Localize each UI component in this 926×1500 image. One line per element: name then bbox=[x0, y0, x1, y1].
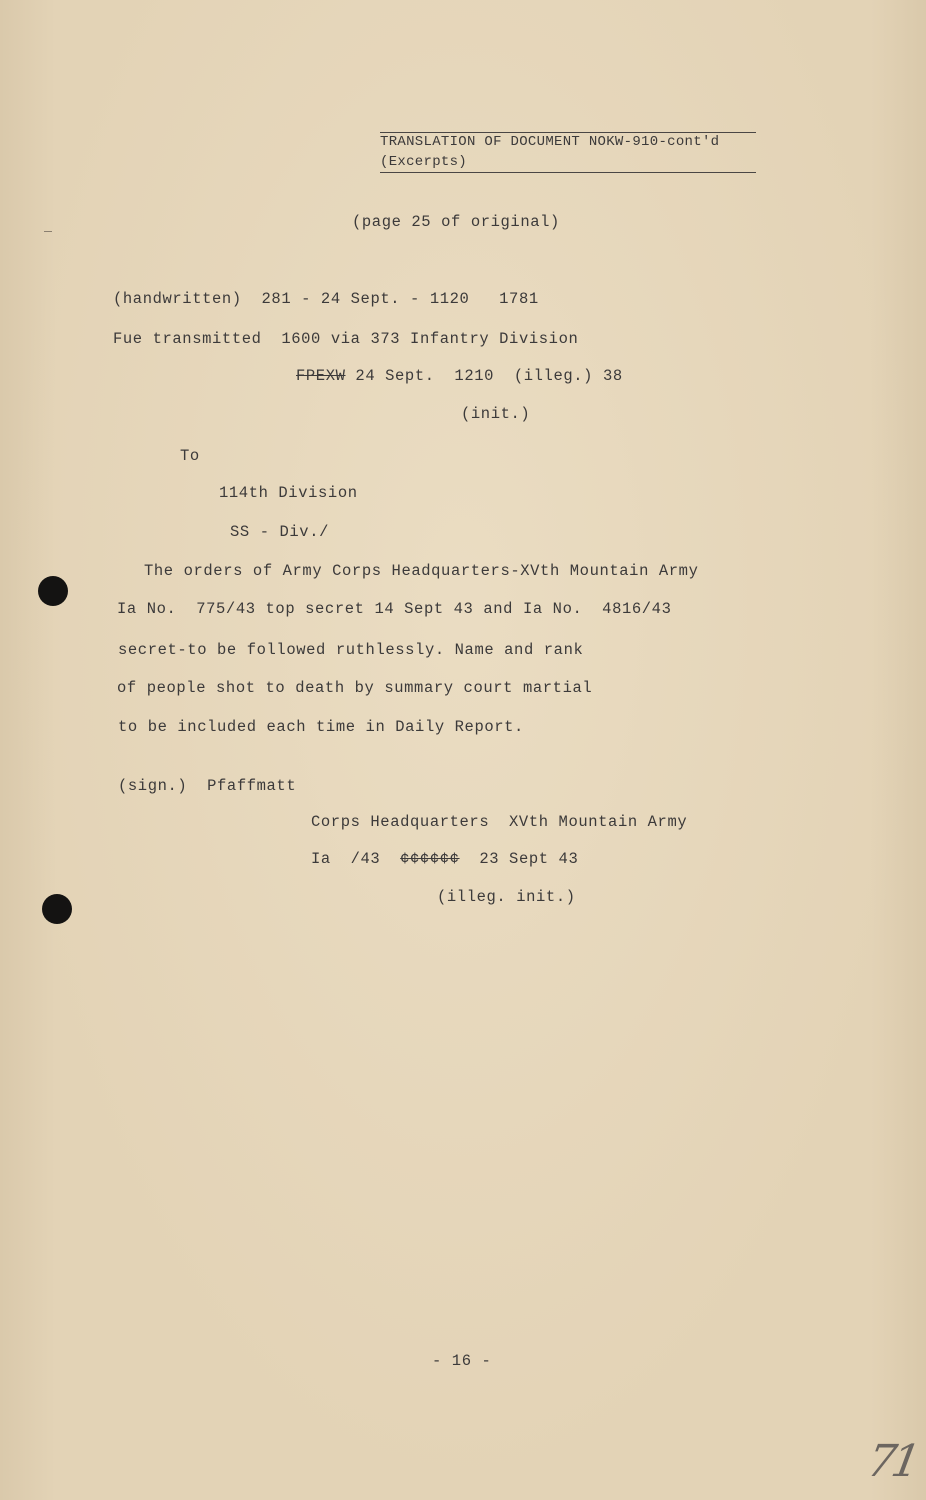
handwritten-routing-line: (handwritten) 281 - 24 Sept. - 1120 1781 bbox=[113, 290, 539, 308]
header-title: TRANSLATION OF DOCUMENT NOKW-910-cont'd bbox=[380, 134, 720, 150]
addressee-division: 114th Division bbox=[219, 484, 358, 502]
signature-organization: Corps Headquarters XVth Mountain Army bbox=[311, 813, 688, 831]
margin-mark bbox=[44, 231, 52, 232]
signature-reference bbox=[311, 850, 578, 868]
punch-hole bbox=[42, 894, 72, 924]
page-reference: (page 25 of original) bbox=[352, 213, 560, 231]
signature-ref-struck: ¢¢¢¢¢¢ bbox=[400, 850, 460, 868]
signature-initials: (illeg. init.) bbox=[437, 888, 576, 906]
page-number: - 16 - bbox=[432, 1352, 492, 1370]
body-line: of people shot to death by summary court martial bbox=[117, 679, 593, 697]
body-line: to be included each time in Daily Report. bbox=[118, 718, 524, 736]
body-line: The orders of Army Corps Headquarters-XVth Mountain Army bbox=[144, 562, 699, 580]
received-prefix-struck: FPEXW bbox=[296, 367, 346, 385]
punch-hole bbox=[38, 576, 68, 606]
header-top-rule bbox=[380, 132, 756, 133]
transmitted-line: Fue transmitted 1600 via 373 Infantry Division bbox=[113, 330, 579, 348]
header-bottom-rule bbox=[380, 172, 756, 173]
address-to: To bbox=[180, 447, 200, 465]
body-line: Ia No. 775/43 top secret 14 Sept 43 and Ia No. 4816/43 bbox=[117, 600, 672, 618]
handwritten-margin-note: 71 bbox=[863, 1436, 921, 1487]
addressee-ss-division: SS - Div./ bbox=[230, 523, 330, 541]
signature-line: (sign.) Pfaffmatt bbox=[118, 777, 297, 795]
signature-ref-number: Ia /43 bbox=[311, 850, 401, 868]
received-line bbox=[296, 367, 623, 385]
received-details: 24 Sept. 1210 (illeg.) 38 bbox=[345, 367, 623, 385]
signature-ref-date: 23 Sept 43 bbox=[459, 850, 579, 868]
body-line: secret-to be followed ruthlessly. Name and rank bbox=[118, 641, 584, 659]
header-subtitle: (Excerpts) bbox=[380, 154, 468, 170]
received-initials: (init.) bbox=[461, 405, 531, 423]
